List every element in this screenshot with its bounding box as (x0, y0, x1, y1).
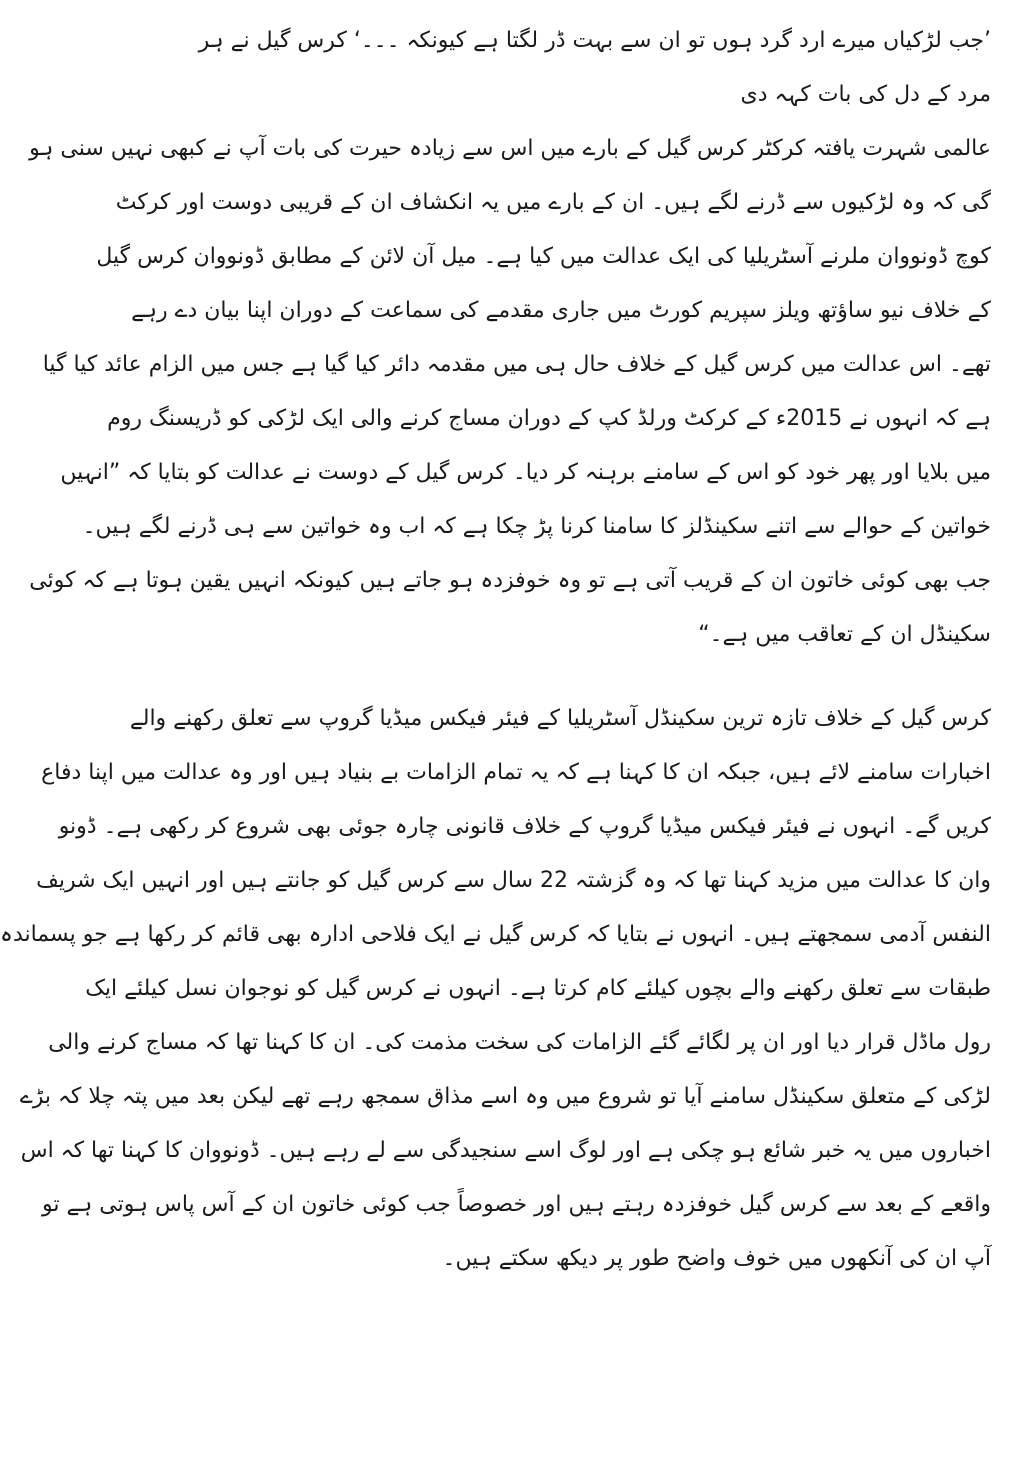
text-line: خواتین کے حوالے سے اتنے سکینڈلز کا سامنا کرنا پڑ چکا ہے کہ اب وہ خواتین سے ہی ڈرنے لگے ہیں۔ (82, 514, 991, 539)
text-line: عالمی شہرت یافتہ کرکٹر کرس گیل کے بارے میں اس سے زیادہ حیرت کی بات آپ نے کبھی نہیں سنی ہو (29, 136, 991, 161)
text-line: النفس آدمی سمجھتے ہیں۔ انہوں نے بتایا کہ کرس گیل نے ایک فلاحی ادارہ بھی قائم کر رکھا ہے جو پسماندہ (0, 922, 991, 947)
text-line: تھے۔ اس عدالت میں کرس گیل کے خلاف حال ہی میں مقدمہ دائر کیا گیا ہے جس میں الزام عائد کیا گیا (42, 352, 991, 377)
paragraph-1 (29, 122, 991, 662)
text-line: کرس گیل کے خلاف تازہ ترین سکینڈل آسٹریلیا کے فیئر فیکس میڈیا گروپ سے تعلق رکھنے والے (129, 706, 991, 731)
paragraph-gap (301, 662, 991, 692)
text-line: کریں گے۔ انہوں نے فیئر فیکس میڈیا گروپ کے خلاف قانونی چارہ جوئی بھی شروع کر رکھی ہے۔ ڈونو (58, 814, 991, 839)
text-line: وان کا عدالت میں مزید کہنا تھا کہ وہ گزشتہ 22 سال سے کرس گیل کو جانتے ہیں اور انہیں ایک شریف (36, 868, 991, 893)
text-line: اخبارات سامنے لائے ہیں، جبکہ ان کا کہنا ہے کہ یہ تمام الزامات بے بنیاد ہیں اور وہ عدالت میں اپنا دفاع (41, 760, 991, 785)
text-line: لڑکی کے متعلق سکینڈل سامنے آیا تو شروع میں وہ اسے مذاق سمجھ رہے تھے لیکن بعد میں پتہ چلا کہ بڑے (19, 1084, 991, 1109)
text-line: آپ ان کی آنکھوں میں خوف واضح طور پر دیکھ سکتے ہیں۔ (442, 1246, 991, 1271)
text-line: واقعے کے بعد سے کرس گیل خوفزدہ رہتے ہیں اور خصوصاً جب کوئی خاتون ان کے آس پاس ہوتی ہے تو (42, 1192, 991, 1217)
text-line: گی کہ وہ لڑکیوں سے ڈرنے لگے ہیں۔ ان کے بارے میں یہ انکشاف ان کے قریبی دوست اور کرکٹ (115, 190, 991, 215)
headline (198, 14, 991, 122)
text-line: رول ماڈل قرار دیا اور ان پر لگائے گئے الزامات کی سخت مذمت کی۔ ان کا کہنا تھا کہ مساج کرنے والی (48, 1030, 991, 1055)
headline-line: ’جب لڑکیاں میرے ارد گرد ہوں تو ان سے بہت ڈر لگتا ہے کیونکہ ۔۔۔‘ کرس گیل نے ہر (198, 28, 991, 53)
text-line: اخباروں میں یہ خبر شائع ہو چکی ہے اور لوگ اسے سنجیدگی سے لے رہے ہیں۔ ڈونووان کا کہنا تھا کہ اس (20, 1138, 991, 1163)
headline-line: مرد کے دل کی بات کہہ دی (740, 82, 991, 107)
paragraph-2 (0, 692, 991, 1286)
text-line: ہے کہ انہوں نے 2015ء کے کرکٹ ورلڈ کپ کے دوران مساج کرنے والی ایک لڑکی کو ڈریسنگ روم (107, 406, 991, 431)
text-line: میں بلایا اور پھر خود کو اس کے سامنے برہنہ کر دیا۔ کرس گیل کے دوست نے عدالت کو بتایا کہ ”انہیں (60, 460, 991, 485)
text-line: کے خلاف نیو ساؤتھ ویلز سپریم کورٹ میں جاری مقدمے کی سماعت کے دوران اپنا بیان دے رہے (131, 298, 991, 323)
text-line: جب بھی کوئی خاتون ان کے قریب آتی ہے تو وہ خوفزدہ ہو جاتے ہیں کیونکہ انہیں یقین ہوتا ہے کہ کوئی (29, 568, 991, 593)
text-line: طبقات سے تعلق رکھنے والے بچوں کیلئے کام کرتا ہے۔ انہوں نے کرس گیل کو نوجوان نسل کیلئے ایک (85, 976, 991, 1001)
text-line: سکینڈل ان کے تعاقب میں ہے۔“ (698, 622, 991, 647)
text-line: کوچ ڈونووان ملرنے آسٹریلیا کی ایک عدالت میں کیا ہے۔ میل آن لائن کے مطابق ڈونووان کرس گیل (96, 244, 991, 269)
